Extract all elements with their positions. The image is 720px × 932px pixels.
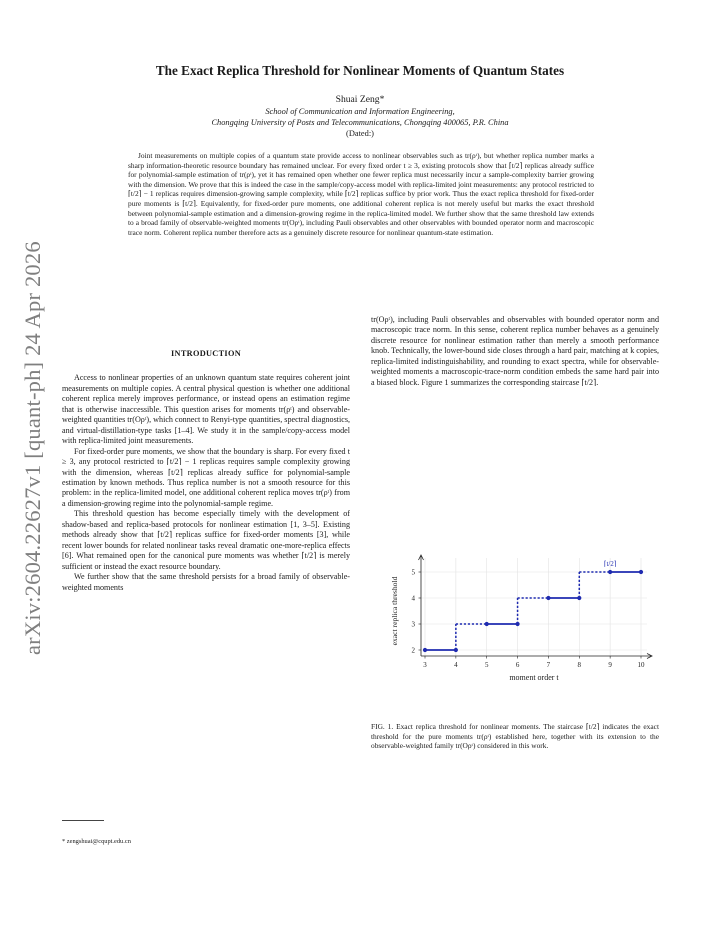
footnote-rule: [62, 820, 104, 821]
intro-paragraph-1: Access to nonlinear properties of an unknown quantum state requires coherent joint measurements on multiple copies. A central physical question is whether one additional coherent replica merely improves performance, or instead opens an estimation regime that is otherwise inaccessible. This question arises for moments tr(ρᵗ) and observable-weighted quantities tr(Oρᵗ), which connect to Renyi-type quantities, spectral diagnostics, and virtual-distillation-type tasks [1–4]. We study it in the sample/copy-access model with replica-limited joint measurements.: [62, 373, 350, 446]
paper-title: The Exact Replica Threshold for Nonlinear Moments of Quantum States: [155, 63, 565, 78]
abstract: Joint measurements on multiple copies of a quantum state provide access to nonlinear observables such as tr(ρᵗ), but whether replica number marks a sharp information-theoretic resource boundary has remained unclear. For every fixed order t ≥ 3, existing protocols show that ⌈t/2⌉ replicas already suffice for polynomial-sample estimation of tr(ρᵗ), yet it has remained open whether one fewer replica must necessarily incur a sample-complexity barrier growing with the dimension. We prove that this is indeed the case in the sample/copy-access model with replica-limited joint measurements: any protocol restricted to ⌈t/2⌉ − 1 replicas requires dimension-growing sample complexity, while ⌈t/2⌉ replicas suffice by prior work. Thus the exact replica threshold for fixed-order pure moments is ⌈t/2⌉. Equivalently, for fixed-order pure moments, one additional coherent replica is not merely useful but marks the exact threshold between polynomial-sample estimation and a dimension-growing regime in the replica-limited model. We further show that the same threshold law extends to a broad family of observable-weighted moments tr(Oρᵗ), including Pauli observables and other observables with bounded operator norm and macroscopic trace norm. Coherent replica number therefore acts as a genuinely discrete resource for nonlinear quantum-state estimation.: [128, 151, 594, 237]
x-tick-label: 7: [546, 661, 551, 669]
intro-paragraph-2: For fixed-order pure moments, we show that the boundary is sharp. For every fixed t ≥ 3, any protocol restricted to ⌈t/2⌉ − 1 replicas requires sample complexity growing with the dimension, whereas ⌈t/2⌉ replicas already suffice for polynomial-sample estimation by known methods. Thus replica number is not a smooth resource for this problem: in the replica-limited model, one additional coherent replica moves tr(ρᵗ) from a dimension-growing regime into the polynomial-sample regime.: [62, 446, 350, 508]
affiliation-line-1: School of Communication and Information Engineering,: [265, 107, 455, 116]
staircase-chart: [385, 550, 655, 690]
y-tick-label: 3: [411, 620, 415, 629]
data-point: [639, 570, 643, 574]
data-point: [546, 596, 550, 600]
x-tick-label: 5: [484, 661, 489, 669]
x-tick-label: 4: [454, 661, 458, 669]
affiliation-line-2: Chongqing University of Posts and Telecommunications, Chongqing 400065, P.R. China: [211, 118, 509, 127]
x-axis-title: moment order t: [509, 673, 559, 682]
x-tick-label: 8: [577, 661, 582, 669]
y-tick-label: 5: [411, 568, 415, 577]
data-point: [485, 622, 489, 626]
author-name: Shuai Zeng*: [335, 94, 385, 105]
intro-paragraph-4: We further show that the same threshold persists for a broad family of observable-weighted moments: [62, 572, 350, 592]
y-tick-label: 2: [411, 646, 415, 655]
data-point: [577, 596, 581, 600]
right-column: [371, 315, 659, 388]
chart-annotation: ⌈t/2⌉: [603, 561, 617, 568]
intro-paragraph-3: This threshold question has become especially timely with the development of shadow-based and replica-based protocols for nonlinear estimation [1, 3–5]. Existing methods already show that ⌈t/2⌉ replicas suffice for fixed-order moments [3], while recent lower bounds for related nonlinear tasks reveal dramatic one-more-replica effects [6]. What remained open for the canonical pure moments was whether ⌈t/2⌉ is merely sufficient or instead the exact resource boundary.: [62, 509, 350, 571]
intro-paragraph-continued: tr(Oρᵗ), including Pauli observables and observables with bounded operator norm and macroscopic trace norm. In this sense, coherent replica number behaves as a genuinely discrete resource for nonlinear estimation rather than merely a smooth performance knob. Technically, the lower-bound side closes through a hard pair, matching at k copies, replica-limited indistinguishability, and rounding to exact spectra, while for observable-weighted moments a macroscopic-trace-norm condition embeds the same hard pair into a biased block. Figure 1 summarizes the corresponding staircase ⌈t/2⌉.: [371, 315, 659, 387]
x-tick-label: 10: [637, 661, 645, 669]
left-column: [62, 349, 350, 593]
figure-1-caption: FIG. 1. Exact replica threshold for nonlinear moments. The staircase ⌈t/2⌉ indicates the exact threshold for the pure moments tr(ρᵗ) established here, together with its extension to the observable-weighted family tr(Oρᵗ) considered in this work.: [371, 722, 659, 751]
chart-axes: [419, 555, 653, 659]
x-tick-label: 6: [515, 661, 520, 669]
x-tick-label: 9: [608, 661, 612, 669]
data-point: [608, 570, 612, 574]
data-point: [423, 648, 427, 652]
data-point: [515, 622, 519, 626]
dated-line: (Dated:): [346, 129, 374, 138]
y-axis-title: exact replica threshold: [390, 576, 399, 646]
data-point: [454, 648, 458, 652]
figure-1-chart: [385, 550, 655, 690]
x-tick-label: 3: [423, 661, 427, 669]
footnote-email: * zengshuai@cqupt.edu.cn: [62, 838, 131, 845]
section-heading-introduction: INTRODUCTION: [171, 349, 241, 358]
y-tick-label: 4: [411, 594, 415, 603]
arxiv-stamp: arXiv:2604.22627v1 [quant-ph] 24 Apr 2026: [20, 241, 45, 655]
